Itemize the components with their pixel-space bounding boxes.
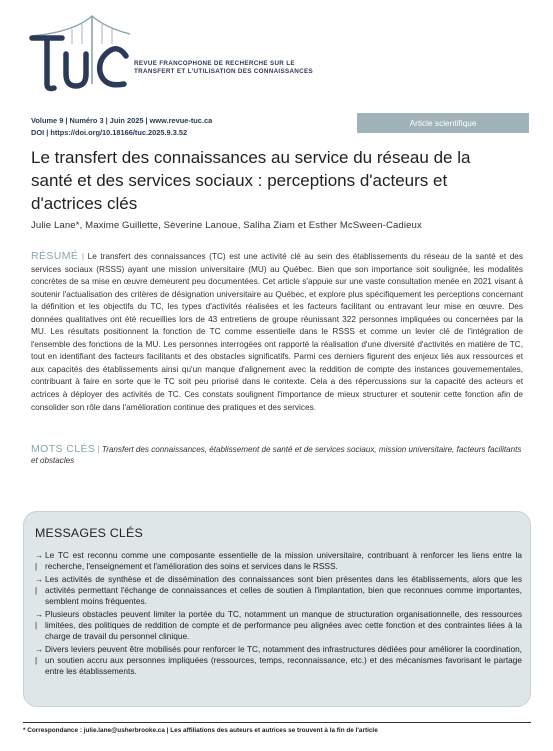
journal-name	[134, 60, 334, 76]
key-message-item	[35, 550, 522, 572]
issue-meta	[31, 115, 212, 139]
key-message-item	[35, 644, 522, 677]
key-messages-box	[23, 511, 531, 707]
key-messages-list	[35, 550, 522, 679]
key-message-text: Le TC est reconnu comme une composante essentielle de la mission universitaire, contribuant à renforcer les liens entre la recherche, l'enseignement et l'amélioration des soins et services dans le RSSS.	[45, 550, 522, 572]
bridge-logo-icon	[28, 14, 132, 94]
arrow-right-icon: → |	[35, 551, 43, 572]
article-title	[31, 146, 501, 215]
key-message-text: Divers leviers peuvent être mobilisés pour renforcer le TC, notamment des infrastructures dédiées pour améliorer la coordination, un soutien accru aux personnes impliquées (ressources, temps, reconnaissance, etc.) et des mécanismes favorisant le partage entre les établissements.	[45, 644, 522, 677]
key-message-text: Les activités de synthèse et de dissémination des connaissances sont bien présentes dans les établissements, alors que les activités permettant l'échange de connaissances et celles de soutien à l'implantation, bien que reconnues comme importantes, semblent moins fréquentes.	[45, 573, 522, 607]
doi-link[interactable]: DOI | https://doi.org/10.18166/tuc.2025.9.3.52	[31, 128, 188, 137]
title-line3: d'actrices clés	[31, 194, 138, 213]
abstract	[31, 250, 523, 414]
key-messages-heading: MESSAGES CLÉS	[35, 526, 143, 540]
key-message-item	[35, 574, 522, 607]
key-message-text: Plusieurs obstacles peuvent limiter la portée du TC, notamment un manque de structuration organisationnelle, des ressources limitées, des politiques de reddition de compte et de performance peu alignées avec cette fonction et des contraintes liées à la charge de travail du personnel clinique.	[45, 609, 522, 642]
correspondence-footer: * Correspondance : julie.lane@usherbrooke.ca | Les affiliations des auteurs et autrices se trouvent à la fin de l'article	[23, 727, 378, 734]
author-list: Julie Lane*, Maxime Guillette, Sèverine Lanoue, Saliha Ziam et Esther McSween-Cadieux	[31, 220, 422, 231]
article-type-badge: Article scientifique	[357, 113, 529, 133]
journal-name-line2: TRANSFERT ET L'UTILISATION DES CONNAISSANCES	[134, 68, 314, 75]
arrow-right-icon: → |	[35, 610, 43, 631]
arrow-right-icon: → |	[35, 574, 43, 596]
abstract-label: RÉSUMÉ	[31, 250, 79, 262]
title-line2: santé et des services sociaux : perceptions d'acteurs et	[31, 171, 448, 190]
keywords	[31, 444, 523, 466]
abstract-text: Le transfert des connaissances (TC) est une activité clé au sein des établissements du réseau de la santé et des services sociaux (RSSS) ayant une mission universitaire (MU) au Québec. Bien que son importance soit soulignée, les modalités concrètes de sa mise en œuvre demeurent peu documentées. Cet article s'appuie sur une vaste consultation menée en 2021 visant à soutenir l'actualisation des critères de désignation universitaire au Québec, et explore plus spécifiquement les perceptions concernant la définition et les objectifs du TC, les types d'activités réalisées et les facteurs facilitant ou entravant leur mise en œuvre. Des données qualitatives ont été recueillies lors de 43 entretiens de groupe réunissant 322 personnes impliquées ou concernées par la MU. Les résultats positionnent la fonction de TC comme essentielle dans le RSSS et comme un levier clé de l'intégration de l'ensemble des fonctions de la MU. Les personnes interrogées ont rapporté la réalisation d'une diversité d'activités en matière de TC, tout en identifiant des facteurs facilitants et des obstacles significatifs. Parmi ces derniers figurent des enjeux liés aux ressources et aux capacités des établissements ainsi qu'un manque d'alignement avec la reddition de compte des instances gouvernementales, contribuant à faire en sorte que le TC soit peu priorisé dans le contexte. Cela a des répercussions sur la capacité des acteurs et actrices à déployer des activités de TC. Ces constats soulignent l'importance de mieux structurer et soutenir cette fonction afin de consolider son rôle dans l'amélioration continue des pratiques et des services.	[31, 252, 523, 412]
issue-line[interactable]: Volume 9 | Numéro 3 | Juin 2025 | www.revue-tuc.ca	[31, 116, 213, 125]
keywords-label: MOTS CLÉS	[31, 443, 96, 455]
abstract-separator: |	[81, 252, 85, 261]
footer-divider	[23, 722, 531, 723]
arrow-right-icon: → |	[35, 645, 43, 666]
journal-logo	[28, 14, 132, 94]
title-line1: Le transfert des connaissances au service du réseau de la	[31, 148, 471, 167]
keywords-text: Transfert des connaissances, établissement de santé et de services sociaux, mission universitaire, facteurs facilitants et obstacles	[31, 445, 522, 465]
key-message-item	[35, 609, 522, 642]
keywords-separator: |	[97, 445, 100, 454]
journal-name-line1: REVUE FRANCOPHONE DE RECHERCHE SUR LE	[134, 60, 295, 67]
